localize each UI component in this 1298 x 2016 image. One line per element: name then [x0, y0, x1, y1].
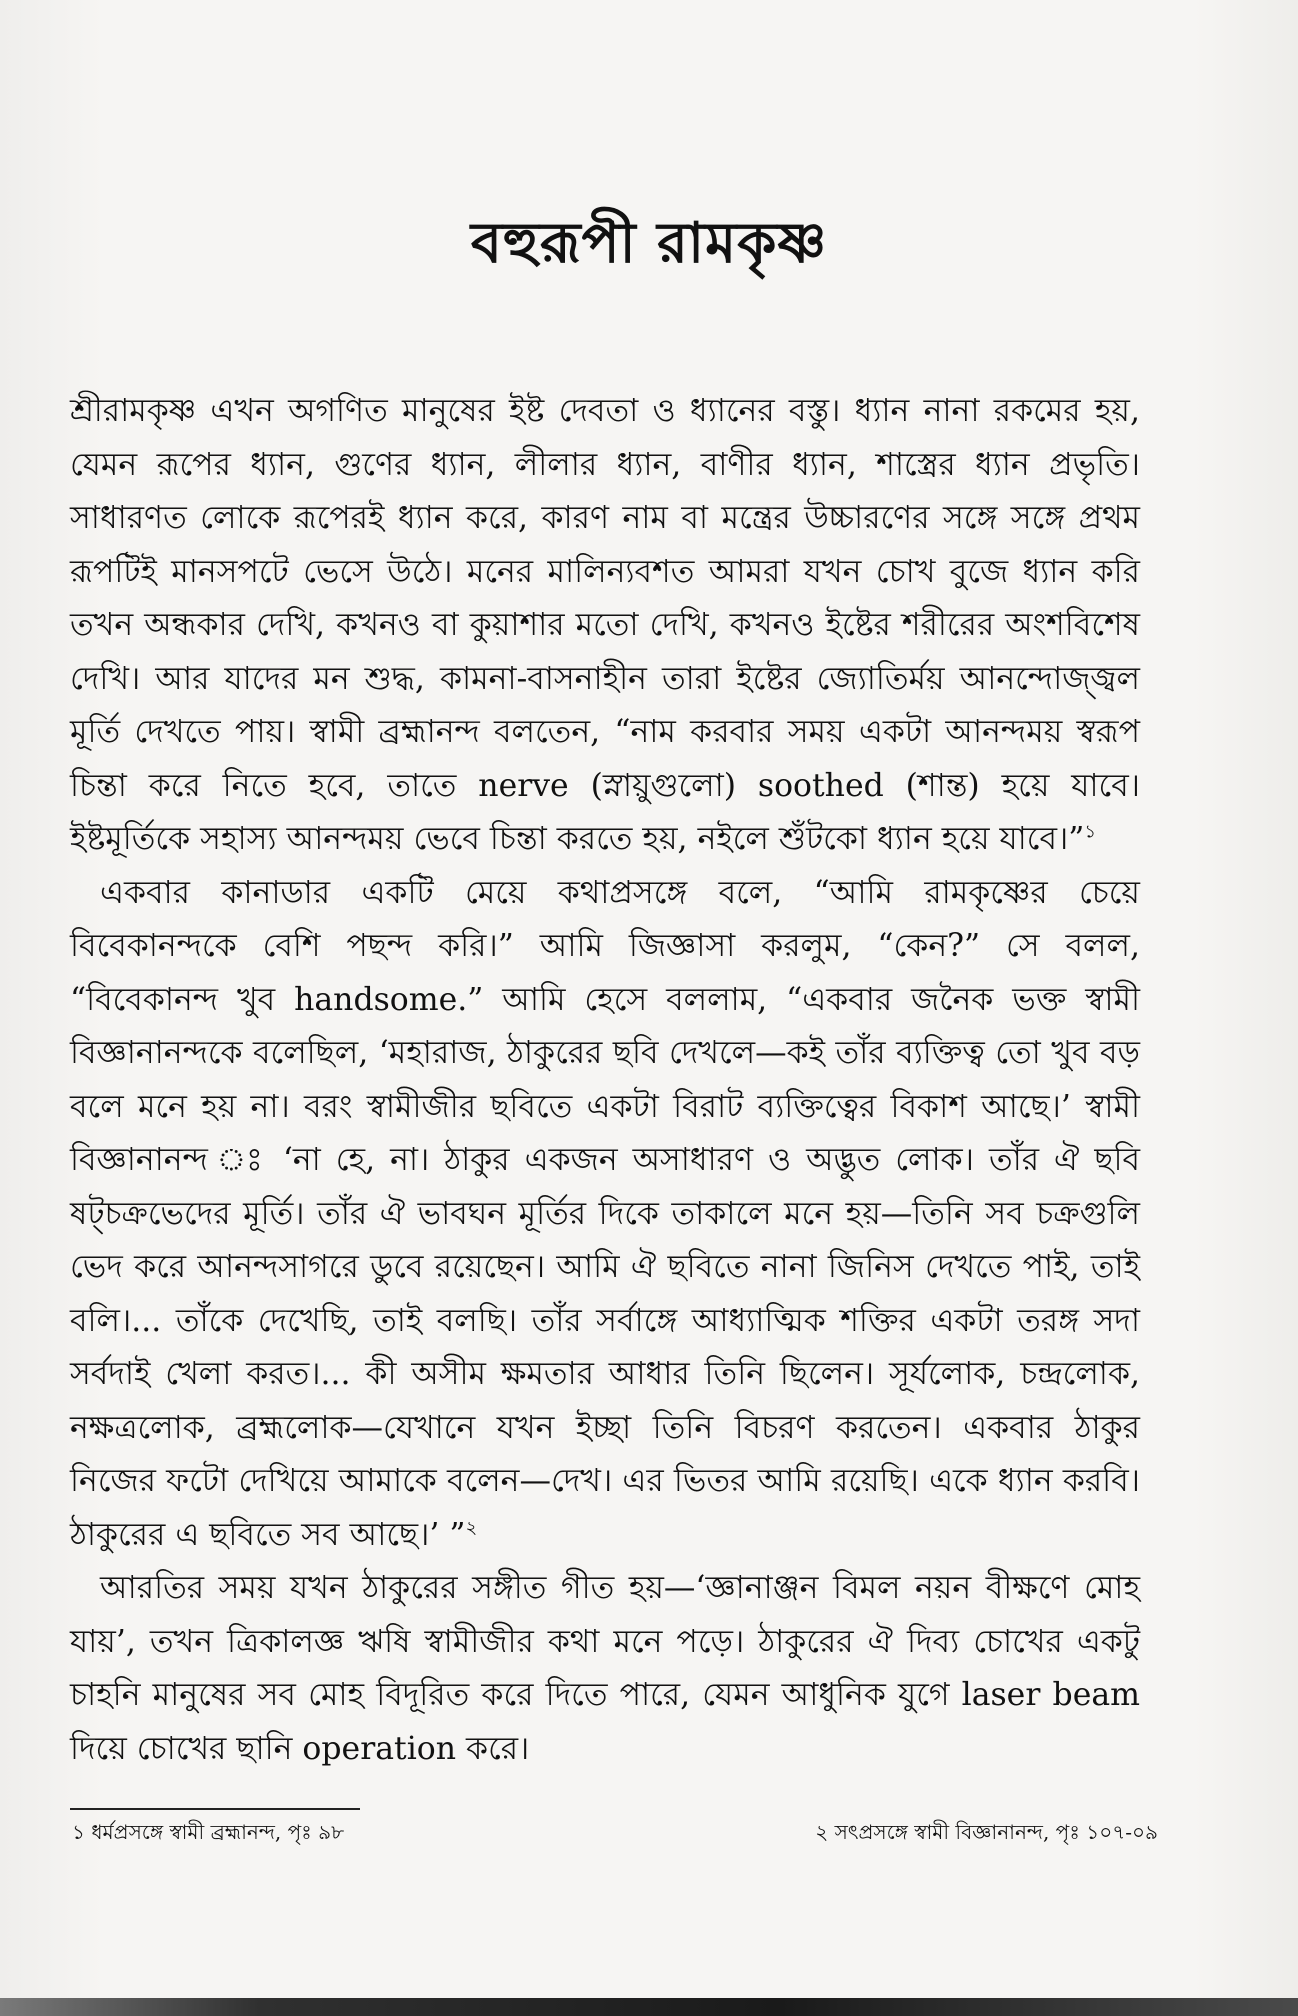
footnote-2: ২ সৎপ্রসঙ্গে স্বামী বিজ্ঞানানন্দ, পৃঃ ১০৭-০৯	[815, 1820, 1158, 1844]
footnote-marker-2: ২	[465, 1517, 478, 1538]
footnote-1: ১ ধর্মপ্রসঙ্গে স্বামী ব্রহ্মানন্দ, পৃঃ ৯৮	[72, 1820, 345, 1844]
paragraph-2-text: একবার কানাডার একটি মেয়ে কথাপ্রসঙ্গে বলে, “আমি রামকৃষ্ণের চেয়ে বিবেকানন্দকে বেশি পছন্দ করি।” আমি জিজ্ঞাসা করলুম, “কেন?” সে বলল, “বিবেকানন্দ খুব handsome.” আমি হেসে বললাম, “একবার জনৈক ভক্ত স্বামী বিজ্ঞানানন্দকে বলেছিল, ‘মহারাজ, ঠাকুরের ছবি দেখলে—কই তাঁর ব্যক্তিত্ব তো খুব বড় বলে মনে হয় না। বরং স্বামীজীর ছবিতে একটা বিরাট ব্যক্তিত্বের বিকাশ আছে।’ স্বামী বিজ্ঞানানন্দ ঃ ‘না হে, না। ঠাকুর একজন অসাধারণ ও অদ্ভুত লোক। তাঁর ঐ ছবি ষট্চক্রভেদের মূর্তি। তাঁর ঐ ভাবঘন মূর্তির দিকে তাকালে মনে হয়—তিনি সব চক্রগুলি ভেদ করে আনন্দসাগরে ডুবে রয়েছেন। আমি ঐ ছবিতে নানা জিনিস দেখতে পাই, তাই বলি।... তাঁকে দেখেছি, তাই বলছি। তাঁর সর্বাঙ্গে আধ্যাত্মিক শক্তির একটা তরঙ্গ সদা সর্বদাই খেলা করত।... কী অসীম ক্ষমতার আধার তিনি ছিলেন। সূর্যলোক, চন্দ্রলোক, নক্ষত্রলোক, ব্রহ্মলোক—যেখানে যখন ইচ্ছা তিনি বিচরণ করতেন। একবার ঠাকুর নিজের ফটো দেখিয়ে আমাকে বলেন—দেখ। এর ভিতর আমি রয়েছি। একে ধ্যান করবি। ঠাকুরের এ ছবিতে সব আছে।’ ”	[70, 874, 1140, 1553]
paragraph-1	[70, 385, 1140, 867]
footnote-divider	[70, 1808, 360, 1810]
chapter-title: বহুরূপী রামকৃষ্ণ	[470, 210, 828, 276]
footnote-marker-1: ১	[1084, 821, 1097, 843]
paragraph-3: আরতির সময় যখন ঠাকুরের সঙ্গীত গীত হয়—‘জ্ঞানাঞ্জন বিমল নয়ন বীক্ষণে মোহ যায়’, তখন ত্রিকালজ্ঞ ঋষি স্বামীজীর কথা মনে পড়ে। ঠাকুরের ঐ দিব্য চোখের একটু চাহনি মানুষের সব মোহ বিদূরিত করে দিতে পারে, যেমন আধুনিক যুগে laser beam দিয়ে চোখের ছানি operation করে।	[70, 1570, 1140, 1767]
body-text	[70, 385, 1140, 1776]
paragraph-2	[70, 867, 1140, 1563]
page-bottom-edge	[0, 1998, 1298, 2016]
paragraph-1-text: শ্রীরামকৃষ্ণ এখন অগণিত মানুষের ইষ্ট দেবতা ও ধ্যানের বস্তু। ধ্যান নানা রকমের হয়, যেমন রূপের ধ্যান, গুণের ধ্যান, লীলার ধ্যান, বাণীর ধ্যান, শাস্ত্রের ধ্যান প্রভৃতি। সাধারণত লোকে রূপেরই ধ্যান করে, কারণ নাম বা মন্ত্রের উচ্চারণের সঙ্গে সঙ্গে প্রথম রূপটিই মানসপটে ভেসে উঠে। মনের মালিন্যবশত আমরা যখন চোখ বুজে ধ্যান করি তখন অন্ধকার দেখি, কখনও বা কুয়াশার মতো দেখি, কখনও ইষ্টের শরীরের অংশবিশেষ দেখি। আর যাদের মন শুদ্ধ, কামনা-বাসনাহীন তারা ইষ্টের জ্যোতির্ময় আনন্দোজ্জ্বল মূর্তি দেখতে পায়। স্বামী ব্রহ্মানন্দ বলতেন, “নাম করবার সময় একটা আনন্দময় স্বরূপ চিন্তা করে নিতে হবে, তাতে nerve (স্নায়ুগুলো) soothed (শান্ত) হয়ে যাবে। ইষ্টমূর্তিকে সহাস্য আনন্দময় ভেবে চিন্তা করতে হয়, নইলে শুঁটকো ধ্যান হয়ে যাবে।”	[70, 393, 1140, 857]
